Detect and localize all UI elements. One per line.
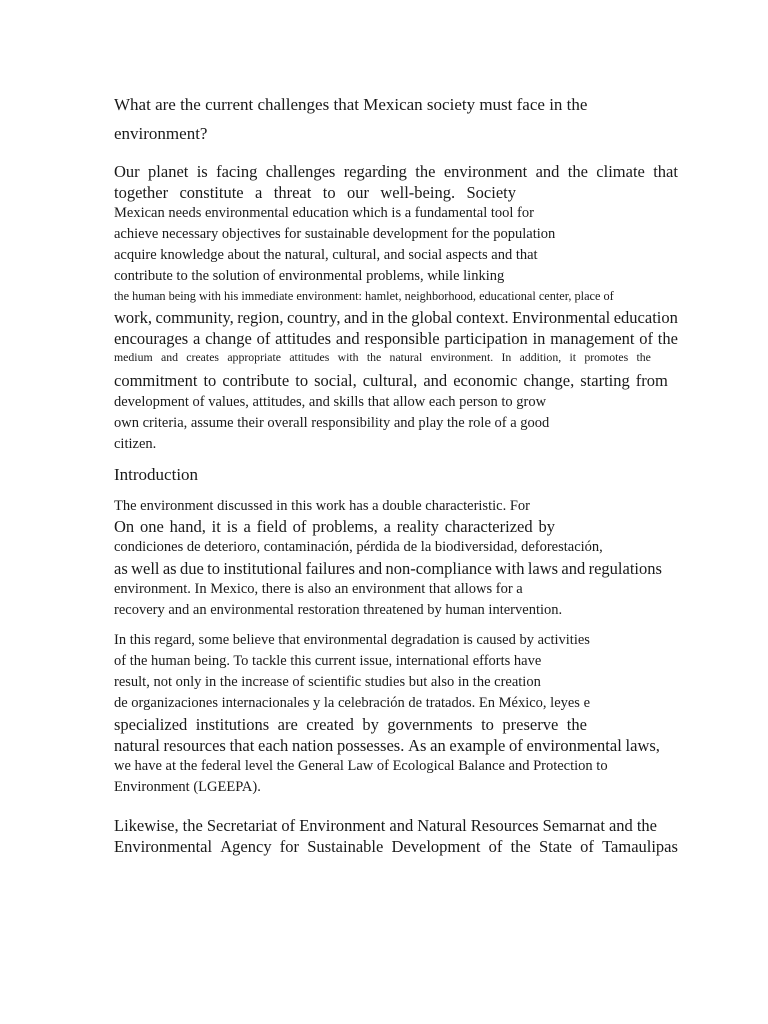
word: context. [455, 308, 509, 327]
paragraph-line: of the human being. To tackle this current issue, international efforts have [114, 653, 542, 669]
word: well-being. [380, 183, 456, 202]
word: in [371, 308, 385, 327]
word: Environmental [512, 308, 611, 327]
word: institutional [223, 559, 303, 578]
word: well [131, 559, 160, 578]
word: contribute [222, 371, 290, 390]
word: Tamaulipas [602, 837, 678, 856]
word: responsible [364, 329, 440, 348]
word: creates [186, 350, 220, 364]
word: starting [580, 371, 630, 390]
word: our [346, 183, 369, 202]
word: and [343, 308, 368, 327]
word: facing [216, 162, 258, 181]
word: laws, [625, 736, 660, 755]
paragraph-line [114, 519, 555, 536]
word: a [383, 517, 391, 536]
word: to [322, 183, 336, 202]
word: example [449, 736, 506, 755]
word: constitute [179, 183, 244, 202]
word: Sustainable [307, 837, 384, 856]
paragraph-line: The environment discussed in this work has a double characteristic. For [114, 498, 530, 514]
word: In [501, 350, 512, 364]
paragraph-line [114, 164, 678, 181]
word: Our [114, 162, 140, 181]
word: regarding [343, 162, 407, 181]
paragraph-line: citizen. [114, 436, 157, 452]
word: a [243, 517, 251, 536]
word: and [561, 559, 586, 578]
paragraph-line: acquire knowledge about the natural, cultural, and social aspects and that [114, 247, 538, 263]
word: environment. [430, 350, 494, 364]
word: change, [523, 371, 575, 390]
word: a [193, 329, 201, 348]
word: Environmental [114, 837, 213, 856]
page-title-continued: environment? [114, 124, 208, 143]
word: Resources [470, 816, 539, 835]
paragraph-line: condiciones de deterioro, contaminación, pérdida de la biodiversidad, deforestación, [114, 539, 603, 555]
word: addition, [519, 350, 562, 364]
word: each [258, 736, 289, 755]
word: attitudes [289, 350, 330, 364]
paragraph-line [114, 738, 660, 755]
word: regulations [588, 559, 662, 578]
word: and [423, 371, 448, 390]
word: Likewise, [114, 816, 179, 835]
word: commitment [114, 371, 198, 390]
word: environment [443, 162, 528, 181]
word: of [256, 329, 271, 348]
word: and [358, 559, 383, 578]
paragraph-line [114, 717, 587, 734]
paragraph-line: contribute to the solution of environmental problems, while linking [114, 268, 505, 284]
word: threat [273, 183, 312, 202]
word: region, [237, 308, 284, 327]
word: planet [148, 162, 189, 181]
word: laws [527, 559, 559, 578]
word: country, [287, 308, 341, 327]
word: preserve [502, 715, 559, 734]
paragraph-line: own criteria, assume their overall responsibility and play the role of a good [114, 415, 550, 431]
word: medium [114, 350, 153, 364]
word: with [337, 350, 359, 364]
paragraph-line: recovery and an environmental restoration threatened by human intervention. [114, 602, 563, 618]
word: created [306, 715, 354, 734]
word: institutions [195, 715, 270, 734]
word: problems, [312, 517, 378, 536]
word: are [277, 715, 298, 734]
word: of [292, 517, 307, 536]
word: and [335, 329, 360, 348]
word: As [408, 736, 427, 755]
word: participation [444, 329, 528, 348]
paragraph-line [114, 331, 678, 348]
paragraph-line: environment. In Mexico, there is also an environment that allows for a [114, 581, 523, 597]
word: global [411, 308, 453, 327]
paragraph-line [114, 185, 516, 202]
paragraph-line: Mexican needs environmental education which is a fundamental tool for [114, 205, 534, 221]
word: as [114, 559, 128, 578]
word: of [639, 329, 654, 348]
word: the [567, 162, 588, 181]
word: Natural [417, 816, 467, 835]
section-heading: Introduction [114, 465, 199, 484]
word: climate [596, 162, 645, 181]
word: in [532, 329, 546, 348]
paragraph-line [114, 310, 678, 327]
paragraph-line: achieve necessary objectives for sustainable development for the population [114, 226, 556, 242]
word: a [255, 183, 263, 202]
word: failures [305, 559, 355, 578]
word: to [481, 715, 494, 734]
word: to [295, 371, 309, 390]
word: field [256, 517, 287, 536]
word: the [510, 837, 531, 856]
word: to [207, 559, 220, 578]
word: Secretariat [206, 816, 278, 835]
word: specialized [114, 715, 188, 734]
paragraph-line: we have at the federal level the General Law of Ecological Balance and Protection to [114, 758, 608, 774]
paragraph-line [114, 839, 678, 856]
paragraph-line: result, not only in the increase of scientific studies but also in the creation [114, 674, 541, 690]
word: it [211, 517, 221, 536]
word: economic [453, 371, 518, 390]
word: the [415, 162, 436, 181]
word: of [488, 837, 503, 856]
word: and [608, 816, 633, 835]
word: from [635, 371, 668, 390]
paragraph-line: de organizaciones internacionales y la celebración de tratados. En México, leyes e [114, 695, 591, 711]
word: Society [466, 183, 516, 202]
word: nation [291, 736, 334, 755]
word: as [162, 559, 177, 578]
word: by [538, 517, 555, 536]
word: the [566, 715, 587, 734]
word: natural [114, 736, 160, 755]
word: cultural, [362, 371, 418, 390]
word: appropriate [227, 350, 282, 364]
word: and [389, 816, 414, 835]
word: the [387, 308, 408, 327]
word: characterized [444, 517, 533, 536]
word: natural [389, 350, 423, 364]
word: due [179, 559, 204, 578]
paragraph-line [114, 561, 662, 578]
word: it [569, 350, 577, 364]
word: by [362, 715, 379, 734]
word: On [114, 517, 135, 536]
paragraph-line: the human being with his immediate environment: hamlet, neighborhood, educational center, place of [114, 289, 614, 303]
word: that [653, 162, 678, 181]
word: together [114, 183, 169, 202]
word: attitudes [275, 329, 332, 348]
word: Agency [220, 837, 272, 856]
word: and [535, 162, 560, 181]
word: work, [114, 308, 153, 327]
word: and [160, 350, 178, 364]
paragraph-line [114, 818, 657, 835]
word: the [636, 350, 651, 364]
word: encourages [114, 329, 189, 348]
word: of [580, 837, 594, 856]
paragraph-line: development of values, attitudes, and skills that allow each person to grow [114, 394, 547, 410]
word: Semarnat [542, 816, 605, 835]
word: of [509, 736, 523, 755]
word: is [196, 162, 208, 181]
paragraph-line [114, 373, 668, 390]
word: challenges [265, 162, 336, 181]
word: management [550, 329, 635, 348]
word: resources [163, 736, 226, 755]
word: to [203, 371, 217, 390]
paragraph-line [114, 352, 651, 364]
word: Environment [299, 816, 386, 835]
paragraph-line: In this regard, some believe that environmental degradation is caused by activities [114, 632, 590, 648]
word: reality [396, 517, 439, 536]
word: the [366, 350, 382, 364]
word: non-compliance [385, 559, 492, 578]
word: community, [155, 308, 234, 327]
word: the [636, 816, 657, 835]
word: one [139, 517, 164, 536]
word: promotes [584, 350, 629, 364]
word: the [182, 816, 203, 835]
word: change [205, 329, 252, 348]
word: an [430, 736, 446, 755]
paragraph-line: Environment (LGEEPA). [114, 779, 261, 795]
word: environmental [526, 736, 622, 755]
word: State [538, 837, 572, 856]
word: the [657, 329, 678, 348]
word: is [226, 517, 238, 536]
word: for [279, 837, 300, 856]
word: with [495, 559, 525, 578]
word: hand, [169, 517, 206, 536]
word: social, [314, 371, 357, 390]
word: possesses. [336, 736, 405, 755]
word: that [229, 736, 255, 755]
word: Development [391, 837, 481, 856]
word: governments [387, 715, 473, 734]
word: education [613, 308, 678, 327]
page-title: What are the current challenges that Mexican society must face in the [114, 95, 588, 114]
word: of [281, 816, 296, 835]
